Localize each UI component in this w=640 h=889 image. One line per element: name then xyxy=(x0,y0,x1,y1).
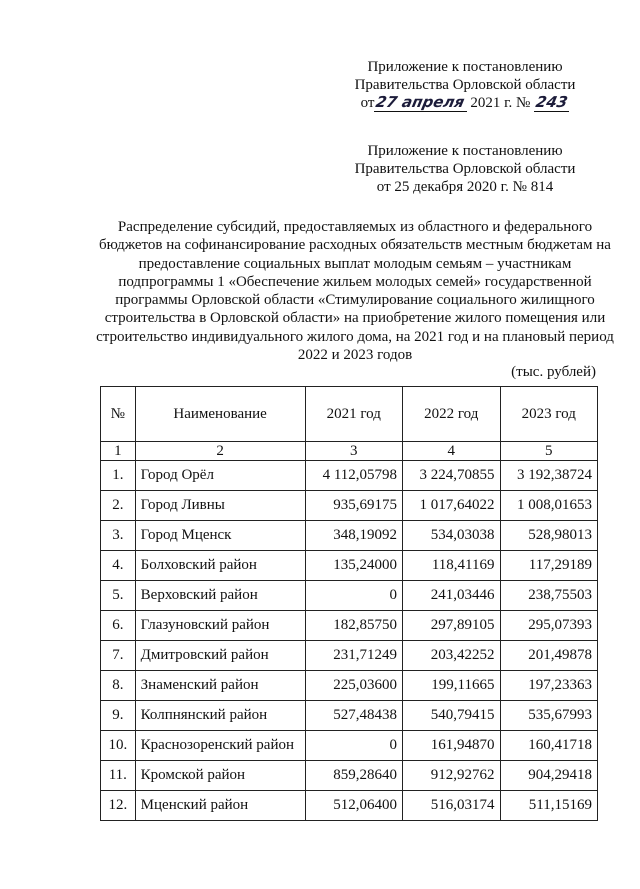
handwritten-date: 27 апреля xyxy=(374,93,467,111)
row-name: Болховский район xyxy=(135,551,305,581)
row-number: 12. xyxy=(101,791,136,821)
value-2023: 201,49878 xyxy=(500,641,598,671)
column-index: 5 xyxy=(500,442,598,461)
column-index: 4 xyxy=(403,442,500,461)
row-number: 5. xyxy=(101,581,136,611)
value-2023: 160,41718 xyxy=(500,731,598,761)
value-2022: 203,42252 xyxy=(403,641,500,671)
row-name: Глазуновский район xyxy=(135,611,305,641)
row-name: Дмитровский район xyxy=(135,641,305,671)
document-title: Распределение субсидий, предоставляемых из областного и федерального бюджетов на софинансирование расходных обязательств местным бюджетам на предоставление социальных выплат молодым семьям – участникам подпрограммы 1 «Обеспечение жильем молодых семей» государственной программы Орловской области «Стимулирование социального жилищного строительства в Орловской области» на приобретение жилого помещения или строительство индивидуального жилого дома, на 2021 год и на плановый период 2022 и 2023 годов xyxy=(96,219,614,364)
table-row xyxy=(101,461,598,491)
value-2021: 348,19092 xyxy=(305,521,402,551)
value-2022: 118,41169 xyxy=(403,551,500,581)
value-2021: 225,03600 xyxy=(305,671,402,701)
row-number: 1. xyxy=(101,461,136,491)
value-2023: 197,23363 xyxy=(500,671,598,701)
value-2021: 0 xyxy=(305,731,402,761)
row-name: Мценский район xyxy=(135,791,305,821)
value-2021: 0 xyxy=(305,581,402,611)
table-row xyxy=(101,581,598,611)
row-number: 7. xyxy=(101,641,136,671)
handwritten-number: 243 xyxy=(534,93,570,111)
header-2022: 2022 год xyxy=(403,387,500,442)
value-2023: 295,07393 xyxy=(500,611,598,641)
row-number: 3. xyxy=(101,521,136,551)
value-2023: 117,29189 xyxy=(500,551,598,581)
row-name: Знаменский район xyxy=(135,671,305,701)
value-2023: 528,98013 xyxy=(500,521,598,551)
value-2021: 935,69175 xyxy=(305,491,402,521)
value-2021: 859,28640 xyxy=(305,761,402,791)
table-row xyxy=(101,791,598,821)
table-row xyxy=(101,491,598,521)
row-name: Город Орёл xyxy=(135,461,305,491)
value-2021: 527,48438 xyxy=(305,701,402,731)
column-index-row xyxy=(101,442,598,461)
column-index: 1 xyxy=(101,442,136,461)
value-2023: 904,29418 xyxy=(500,761,598,791)
header-2023: 2023 год xyxy=(500,387,598,442)
table-row xyxy=(101,521,598,551)
value-2022: 1 017,64022 xyxy=(403,491,500,521)
value-2022: 540,79415 xyxy=(403,701,500,731)
row-name: Верховский район xyxy=(135,581,305,611)
value-2021: 512,06400 xyxy=(305,791,402,821)
handwritten-number-field xyxy=(534,95,569,112)
header-number: № xyxy=(101,387,136,442)
original-line-1: Приложение к постановлению xyxy=(367,143,563,159)
table-row xyxy=(101,731,598,761)
header-name: Наименование xyxy=(135,387,305,442)
table-row xyxy=(101,701,598,731)
row-number: 10. xyxy=(101,731,136,761)
value-2023: 535,67993 xyxy=(500,701,598,731)
table-row xyxy=(101,671,598,701)
table-row xyxy=(101,761,598,791)
value-2021: 4 112,05798 xyxy=(305,461,402,491)
column-index: 2 xyxy=(135,442,305,461)
row-name: Город Ливны xyxy=(135,491,305,521)
amendment-year: 2021 г. № xyxy=(470,95,531,111)
value-2022: 3 224,70855 xyxy=(403,461,500,491)
row-number: 6. xyxy=(101,611,136,641)
value-2023: 238,75503 xyxy=(500,581,598,611)
table-header-row xyxy=(101,387,598,442)
header-2021: 2021 год xyxy=(305,387,402,442)
original-line-3: от 25 декабря 2020 г. № 814 xyxy=(376,179,554,195)
value-2021: 135,24000 xyxy=(305,551,402,581)
table-row xyxy=(101,611,598,641)
value-2022: 241,03446 xyxy=(403,581,500,611)
value-2023: 511,15169 xyxy=(500,791,598,821)
amendment-date-line xyxy=(335,94,595,112)
value-2021: 182,85750 xyxy=(305,611,402,641)
row-number: 4. xyxy=(101,551,136,581)
original-header xyxy=(335,142,595,196)
amendment-line-1: Приложение к постановлению xyxy=(367,59,563,75)
value-2023: 1 008,01653 xyxy=(500,491,598,521)
subsidy-table xyxy=(100,386,598,821)
value-2022: 912,92762 xyxy=(403,761,500,791)
value-2022: 534,03038 xyxy=(403,521,500,551)
row-name: Краснозоренский район xyxy=(135,731,305,761)
row-number: 9. xyxy=(101,701,136,731)
value-2022: 199,11665 xyxy=(403,671,500,701)
column-index: 3 xyxy=(305,442,402,461)
amendment-line-2: Правительства Орловской области xyxy=(354,77,576,93)
value-2022: 516,03174 xyxy=(403,791,500,821)
value-2022: 297,89105 xyxy=(403,611,500,641)
amendment-header xyxy=(335,58,595,112)
handwritten-date-field xyxy=(374,95,466,112)
row-number: 2. xyxy=(101,491,136,521)
table-row xyxy=(101,551,598,581)
value-2021: 231,71249 xyxy=(305,641,402,671)
row-number: 8. xyxy=(101,671,136,701)
table-row xyxy=(101,641,598,671)
table-body xyxy=(101,461,598,821)
amendment-date-prefix: от xyxy=(360,95,375,111)
value-2023: 3 192,38724 xyxy=(500,461,598,491)
value-2022: 161,94870 xyxy=(403,731,500,761)
row-number: 11. xyxy=(101,761,136,791)
original-line-2: Правительства Орловской области xyxy=(354,161,576,177)
row-name: Кромской район xyxy=(135,761,305,791)
unit-label: (тыс. рублей) xyxy=(511,364,596,380)
row-name: Город Мценск xyxy=(135,521,305,551)
row-name: Колпнянский район xyxy=(135,701,305,731)
